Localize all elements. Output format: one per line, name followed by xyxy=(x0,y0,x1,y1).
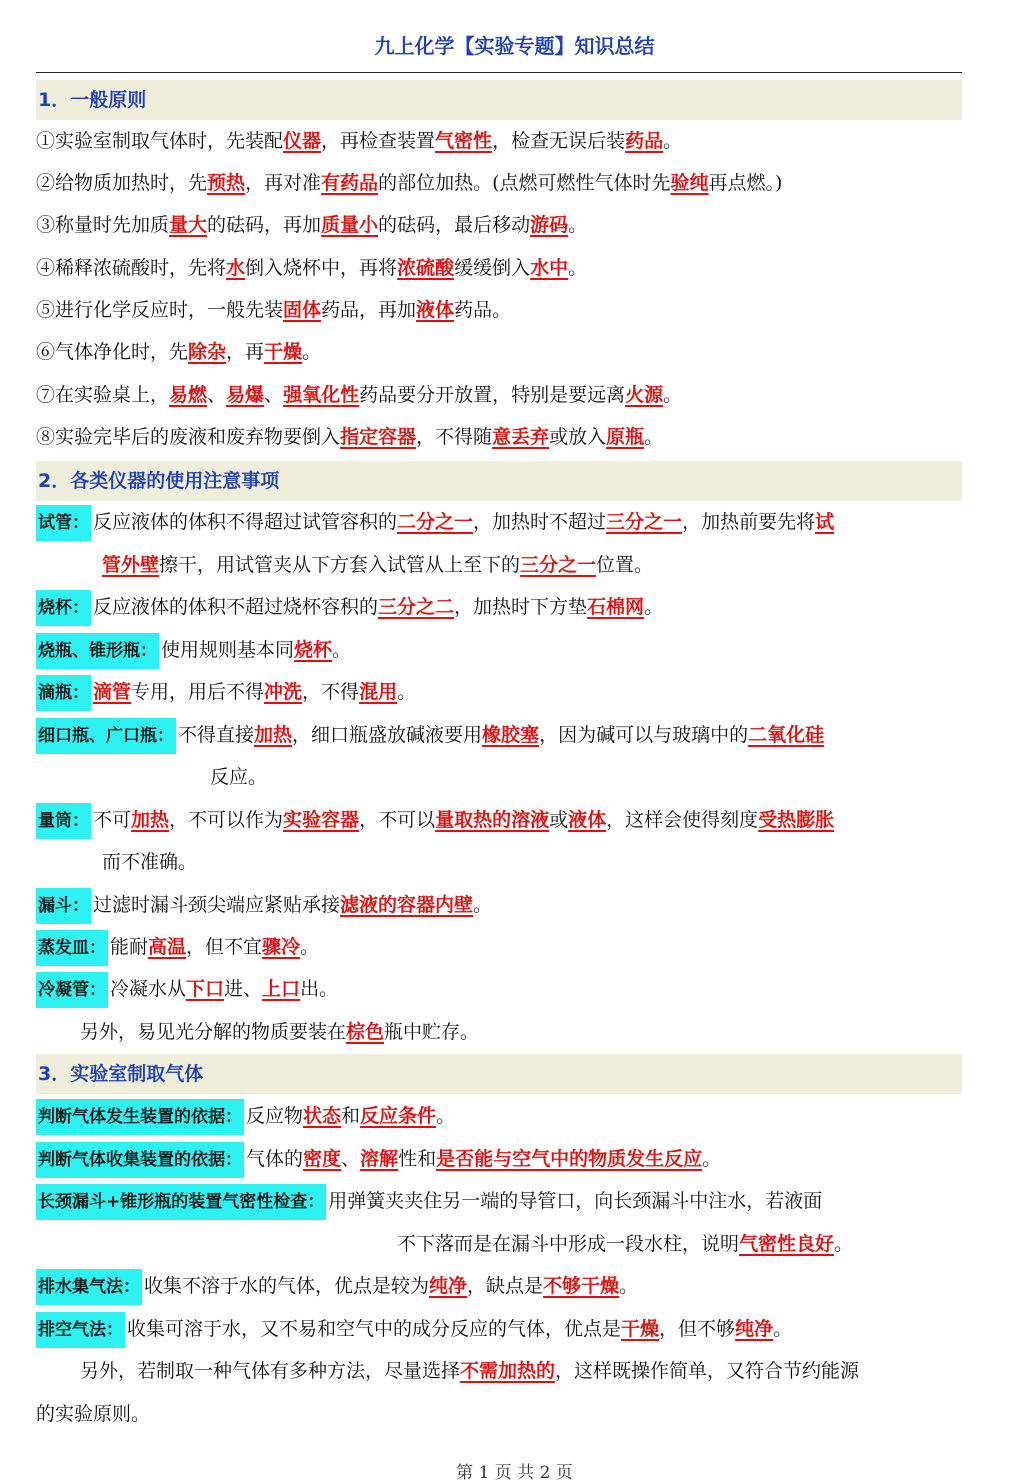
text-segment: ⑧实验完毕后的废液和废弃物要倒入 xyxy=(36,426,341,448)
keyword: 意丢弃 xyxy=(492,426,550,448)
text-line xyxy=(36,502,834,542)
text-segment: 瓶中贮存。 xyxy=(384,1021,480,1043)
text-segment: ⑦在实验桌上， xyxy=(36,384,170,406)
text-segment: 的砝码，最后移动 xyxy=(378,214,531,236)
text-segment: ，不得 xyxy=(302,681,360,703)
text-segment: 、 xyxy=(207,384,227,406)
item-label: 细口瓶、广口瓶： xyxy=(36,718,176,754)
keyword: 受热膨胀 xyxy=(758,809,835,831)
text-segment: 的实验原则。 xyxy=(36,1403,151,1425)
page-footer: 第 1 页 共 2 页 xyxy=(456,1463,573,1483)
text-line xyxy=(36,587,663,627)
text-segment: ，检查无误后装 xyxy=(492,130,626,152)
keyword: 滤液的容器内壁 xyxy=(340,894,474,916)
text-segment: ，再对准 xyxy=(245,172,322,194)
text-line xyxy=(36,800,834,840)
item-label: 试管： xyxy=(36,505,91,541)
text-segment: 、 xyxy=(341,1148,361,1170)
keyword: 冲洗 xyxy=(264,681,303,703)
keyword: 石棉网 xyxy=(587,596,645,618)
text-segment: 再点燃。) xyxy=(708,172,783,194)
keyword: 下口 xyxy=(186,978,225,1000)
text-line xyxy=(36,290,511,330)
keyword: 药品 xyxy=(625,130,664,152)
text-segment: 。 xyxy=(663,130,683,152)
text-segment: 冷凝水从 xyxy=(110,978,187,1000)
text-segment: 。 xyxy=(834,1233,854,1255)
item-label: 蒸发皿： xyxy=(36,930,108,966)
text-segment: ，再 xyxy=(226,341,265,363)
text-line xyxy=(36,1139,721,1179)
keyword: 试 xyxy=(815,511,835,533)
text-segment: ②给物质加热时，先 xyxy=(36,172,208,194)
keyword: 是否能与空气中的物质发生反应 xyxy=(436,1148,703,1170)
keyword: 量取热的溶液 xyxy=(435,809,550,831)
text-segment: 性和 xyxy=(398,1148,437,1170)
keyword: 预热 xyxy=(207,172,246,194)
keyword: 水中 xyxy=(530,257,569,279)
text-segment: ⑤进行化学反应时，一般先装 xyxy=(36,299,284,321)
text-segment: ③称量时先加质 xyxy=(36,214,170,236)
text-segment: ，但不宜 xyxy=(186,936,263,958)
text-segment: 不下落而是在漏斗中形成一段水柱，说明 xyxy=(397,1233,740,1255)
keyword: 滴管 xyxy=(93,681,132,703)
text-segment: 气体的 xyxy=(246,1148,304,1170)
text-segment: 。 xyxy=(473,894,493,916)
text-line xyxy=(36,375,682,415)
keyword: 除杂 xyxy=(188,341,227,363)
keyword: 棕色 xyxy=(346,1021,385,1043)
text-segment: ，这样既操作简单，又符合节约能源 xyxy=(555,1360,860,1382)
text-line xyxy=(36,417,663,457)
text-line xyxy=(36,248,587,288)
text-segment: 药品。 xyxy=(454,299,512,321)
keyword: 浓硫酸 xyxy=(397,257,455,279)
text-line xyxy=(36,163,782,203)
text-segment: 收集可溶于水，又不易和空气中的成分反应的气体，优点是 xyxy=(127,1318,622,1340)
section-heading-general: 1．一般原则 xyxy=(36,80,962,120)
text-segment: ，这样会使得刻度 xyxy=(606,809,759,831)
text-segment: 反应物 xyxy=(246,1105,304,1127)
text-line xyxy=(36,672,416,712)
keyword: 液体 xyxy=(416,299,455,321)
text-line xyxy=(36,1266,638,1306)
text-segment: 不得直接 xyxy=(178,724,255,746)
text-line xyxy=(36,1394,150,1434)
text-segment: 。 xyxy=(644,596,664,618)
text-segment: 。 xyxy=(397,681,417,703)
text-line xyxy=(36,332,321,372)
keyword: 纯净 xyxy=(735,1318,774,1340)
keyword: 纯净 xyxy=(429,1275,468,1297)
keyword: 溶解 xyxy=(360,1148,399,1170)
section-heading-instruments: 2．各类仪器的使用注意事项 xyxy=(36,461,962,501)
keyword: 水 xyxy=(226,257,246,279)
text-segment: 。 xyxy=(300,936,320,958)
item-label: 冷凝管： xyxy=(36,972,108,1008)
text-segment: 反应。 xyxy=(210,766,268,788)
keyword: 液体 xyxy=(568,809,607,831)
item-label: 排水集气法： xyxy=(36,1269,142,1305)
keyword: 火源 xyxy=(625,384,664,406)
keyword: 密度 xyxy=(303,1148,342,1170)
text-line xyxy=(80,1351,859,1391)
text-segment: ，不可以 xyxy=(359,809,436,831)
keyword: 气密性良好 xyxy=(739,1233,835,1255)
item-label: 长颈漏斗+锥形瓶的装置气密性检查： xyxy=(36,1184,326,1220)
text-segment: 过滤时漏斗颈尖端应紧贴承接 xyxy=(93,894,341,916)
keyword: 干燥 xyxy=(621,1318,660,1340)
text-segment: 专用，用后不得 xyxy=(131,681,265,703)
keyword: 强氧化性 xyxy=(283,384,360,406)
keyword: 三分之一 xyxy=(520,554,597,576)
keyword: 管外壁 xyxy=(102,554,160,576)
item-label: 滴瓶： xyxy=(36,675,91,711)
text-segment: 。 xyxy=(436,1105,456,1127)
text-line xyxy=(36,205,587,245)
text-line xyxy=(102,842,197,882)
keyword: 骤冷 xyxy=(262,936,301,958)
text-segment: ，细口瓶盛放碱液要用 xyxy=(292,724,483,746)
text-line xyxy=(36,927,319,967)
text-segment: ④稀释浓硫酸时，先将 xyxy=(36,257,227,279)
text-segment: 位置。 xyxy=(596,554,654,576)
keyword: 固体 xyxy=(283,299,322,321)
text-segment: 出。 xyxy=(300,978,339,1000)
keyword: 不够干燥 xyxy=(543,1275,620,1297)
keyword: 仪器 xyxy=(283,130,322,152)
text-line xyxy=(36,121,682,161)
keyword: 有药品 xyxy=(321,172,379,194)
text-segment: 、 xyxy=(264,384,284,406)
keyword: 反应条件 xyxy=(360,1105,437,1127)
text-segment: 药品要分开放置，特别是要远离 xyxy=(359,384,626,406)
text-segment: 收集不溶于水的气体，优点是较为 xyxy=(144,1275,430,1297)
item-label: 烧瓶、锥形瓶： xyxy=(36,633,159,669)
keyword: 混用 xyxy=(359,681,398,703)
text-segment: ⑥气体净化时，先 xyxy=(36,341,189,363)
item-label: 烧杯： xyxy=(36,590,91,626)
text-segment: 而不准确。 xyxy=(102,851,198,873)
item-label: 量筒： xyxy=(36,803,91,839)
text-segment: ，因为碱可以与玻璃中的 xyxy=(539,724,749,746)
text-line xyxy=(102,545,653,585)
text-line xyxy=(36,1181,822,1221)
section-heading-gas-prep: 3．实验室制取气体 xyxy=(36,1054,962,1094)
text-segment: 。 xyxy=(702,1148,722,1170)
text-line xyxy=(36,715,824,755)
text-segment: 反应液体的体积不得超过试管容积的 xyxy=(93,511,398,533)
text-segment: 。 xyxy=(619,1275,639,1297)
text-segment: 。 xyxy=(773,1318,793,1340)
page-title: 九上化学【实验专题】知识总结 xyxy=(374,34,655,58)
text-segment: 擦干，用试管夹从下方套入试管从上至下的 xyxy=(159,554,521,576)
text-line xyxy=(36,969,338,1009)
keyword: 原瓶 xyxy=(606,426,645,448)
keyword: 二氧化硅 xyxy=(748,724,825,746)
text-segment: 。 xyxy=(663,384,683,406)
text-segment: 或放入 xyxy=(549,426,607,448)
text-segment: ，不得随 xyxy=(416,426,493,448)
text-segment: 另外，易见光分解的物质要装在 xyxy=(80,1021,347,1043)
text-segment: ，加热前要先将 xyxy=(682,511,816,533)
text-segment: ，缺点是 xyxy=(467,1275,544,1297)
keyword: 干燥 xyxy=(264,341,303,363)
item-label: 判断气体发生装置的依据： xyxy=(36,1099,244,1135)
text-line xyxy=(36,885,492,925)
keyword: 橡胶塞 xyxy=(482,724,540,746)
item-label: 漏斗： xyxy=(36,888,91,924)
text-segment: 。 xyxy=(332,639,352,661)
text-segment: ，加热时下方垫 xyxy=(454,596,588,618)
text-segment: 使用规则基本同 xyxy=(161,639,295,661)
keyword: 状态 xyxy=(303,1105,342,1127)
keyword: 易爆 xyxy=(226,384,265,406)
keyword: 验纯 xyxy=(670,172,709,194)
keyword: 烧杯 xyxy=(294,639,333,661)
text-segment: 另外，若制取一种气体有多种方法，尽量选择 xyxy=(80,1360,461,1382)
text-segment: 不可 xyxy=(93,809,132,831)
text-segment: ①实验室制取气体时，先装配 xyxy=(36,130,284,152)
title-rule xyxy=(36,72,962,73)
text-line xyxy=(36,1096,455,1136)
text-segment: ，再检查装置 xyxy=(321,130,436,152)
text-line xyxy=(210,757,267,797)
text-segment: 反应液体的体积不超过烧杯容积的 xyxy=(93,596,379,618)
item-label: 排空气法： xyxy=(36,1312,125,1348)
keyword: 二分之一 xyxy=(397,511,474,533)
text-segment: ，但不够 xyxy=(659,1318,736,1340)
text-segment: 能耐 xyxy=(110,936,149,958)
keyword: 游码 xyxy=(530,214,569,236)
text-segment: 和 xyxy=(341,1105,361,1127)
text-segment: ，加热时不超过 xyxy=(473,511,607,533)
text-line xyxy=(36,1309,792,1349)
keyword: 实验容器 xyxy=(283,809,360,831)
text-segment: 缓缓倒入 xyxy=(454,257,531,279)
keyword: 不需加热的 xyxy=(460,1360,556,1382)
keyword: 加热 xyxy=(131,809,170,831)
text-line xyxy=(36,630,351,670)
text-segment: 。 xyxy=(302,341,322,363)
text-segment: 进、 xyxy=(224,978,263,1000)
text-segment: 或 xyxy=(549,809,569,831)
text-line xyxy=(397,1224,853,1264)
keyword: 上口 xyxy=(262,978,301,1000)
text-segment: 。 xyxy=(644,426,664,448)
keyword: 三分之二 xyxy=(378,596,455,618)
keyword: 指定容器 xyxy=(340,426,417,448)
text-segment: 用弹簧夹夹住另一端的导管口，向长颈漏斗中注水，若液面 xyxy=(328,1190,823,1212)
keyword: 加热 xyxy=(254,724,293,746)
text-segment: 的部位加热。(点燃可燃性气体时先 xyxy=(378,172,671,194)
keyword: 高温 xyxy=(148,936,187,958)
keyword: 量大 xyxy=(169,214,208,236)
text-segment: 倒入烧杯中，再将 xyxy=(245,257,398,279)
keyword: 气密性 xyxy=(435,130,493,152)
keyword: 质量小 xyxy=(321,214,379,236)
text-segment: 。 xyxy=(568,257,588,279)
text-segment: 。 xyxy=(568,214,588,236)
text-segment: ，不可以作为 xyxy=(169,809,284,831)
keyword: 易燃 xyxy=(169,384,208,406)
text-segment: 药品，再加 xyxy=(321,299,417,321)
item-label: 判断气体收集装置的依据： xyxy=(36,1142,244,1178)
text-segment: 的砝码，再加 xyxy=(207,214,322,236)
text-line xyxy=(80,1012,479,1052)
keyword: 三分之一 xyxy=(606,511,683,533)
